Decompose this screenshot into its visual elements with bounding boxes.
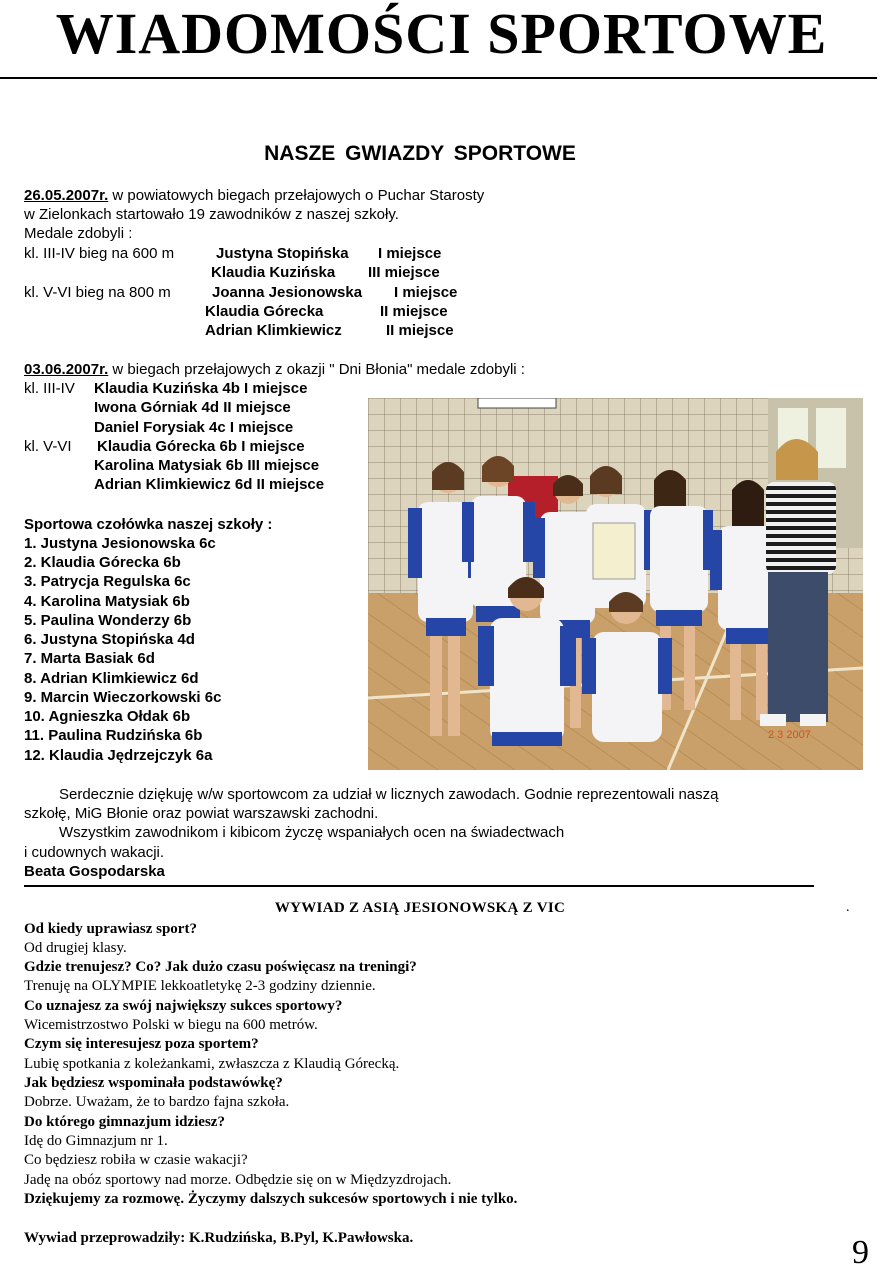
ranking-item: 9. Marcin Wieczorkowski 6c <box>24 689 222 706</box>
event1-result-name: Klaudia Górecka <box>205 303 324 320</box>
ranking-item: 5. Paulina Wonderzy 6b <box>24 612 192 629</box>
event1-line1 <box>24 186 484 205</box>
event1-result-place: III miejsce <box>368 264 440 281</box>
thanks-line: Wszystkim zawodnikom i kibicom życzę wspaniałych ocen na świadectwach <box>59 824 565 841</box>
event1-result-name: Justyna Stopińska <box>216 245 349 262</box>
interview-credits: Wywiad przeprowadziły: K.Rudzińska, B.Pyl, K.Pawłowska. <box>24 1230 414 1246</box>
interview-answer: Trenuję na OLYMPIE lekkoatletykę 2-3 godziny dziennie. <box>24 978 376 994</box>
event2-result: Karolina Matysiak 6b III miejsce <box>94 457 320 474</box>
ranking-title: Sportowa czołówka naszej szkoły : <box>24 516 273 533</box>
interview-answer: Lubię spotkania z koleżankami, zwłaszcza z Klaudią Górecką. <box>24 1056 400 1072</box>
event1-line2: w Zielonkach startowało 19 zawodników z naszej szkoły. <box>24 206 399 223</box>
interview-closing: Dziękujemy za rozmowę. Życzymy dalszych sukcesów sportowych i nie tylko. <box>24 1191 518 1207</box>
event2-group1-label: kl. III-IV <box>24 380 75 397</box>
interview-answer: Idę do Gimnazjum nr 1. <box>24 1133 168 1149</box>
event1-result-place: II miejsce <box>380 303 448 320</box>
ranking-item: 1. Justyna Jesionowska 6c <box>24 535 216 552</box>
interview-answer: Od drugiej klasy. <box>24 940 127 956</box>
event1-group2-label: kl. V-VI bieg na 800 m <box>24 284 171 301</box>
ranking-item: 4. Karolina Matysiak 6b <box>24 593 190 610</box>
event1-result-name: Joanna Jesionowska <box>212 284 363 301</box>
event1-result-place: I miejsce <box>378 245 442 262</box>
interview-question: Gdzie trenujesz? Co? Jak dużo czasu poświęcasz na treningi? <box>24 959 417 975</box>
thanks-line: szkołę, MiG Błonie oraz powiat warszawski zachodni. <box>24 805 379 822</box>
ranking-item: 10. Agnieszka Ołdak 6b <box>24 708 191 725</box>
event2-result: Iwona Górniak 4d II miejsce <box>94 399 291 416</box>
ranking-item: 8. Adrian Klimkiewicz 6d <box>24 670 199 687</box>
event1-date: 26.05.2007r. <box>24 187 109 204</box>
event2-result: Klaudia Górecka 6b I miejsce <box>97 438 305 455</box>
interview-question: Od kiedy uprawiasz sport? <box>24 921 197 937</box>
ranking-item: 3. Patrycja Regulska 6c <box>24 573 191 590</box>
interview-question: Co uznajesz za swój największy sukces sportowy? <box>24 998 343 1014</box>
interview-question: Co będziesz robiła w czasie wakacji? <box>24 1152 248 1168</box>
ranking-item: 2. Klaudia Górecka 6b <box>24 554 181 571</box>
thanks-signature: Beata Gospodarska <box>24 863 165 880</box>
event2-date: 03.06.2007r. <box>24 361 109 378</box>
section-divider <box>24 885 814 887</box>
interview-answer: Dobrze. Uważam, że to bardzo fajna szkoła. <box>24 1094 290 1110</box>
photo-date-stamp: 2 3 2007 <box>768 729 811 741</box>
thanks-line: i cudownych wakacji. <box>24 844 165 861</box>
event2-line1-text: w biegach przełajowych z okazji " Dni Błonia" medale zdobyli : <box>108 361 525 378</box>
event2-line1 <box>24 360 525 379</box>
ranking-item: 7. Marta Basiak 6d <box>24 650 155 667</box>
event2-group2-label: kl. V-VI <box>24 438 72 455</box>
masthead-title: WIADOMOŚCI SPORTOWE <box>55 1 828 66</box>
interview-answer: Wicemistrzostwo Polski w biegu na 600 metrów. <box>24 1017 318 1033</box>
team-photo <box>368 398 863 770</box>
ranking-item: 6. Justyna Stopińska 4d <box>24 631 195 648</box>
interview-title: WYWIAD Z ASIĄ JESIONOWSKĄ Z VIC <box>274 900 566 916</box>
event1-line3: Medale zdobyli : <box>24 225 133 242</box>
event1-result-place: II miejsce <box>386 322 454 339</box>
event2-result: Klaudia Kuzińska 4b I miejsce <box>94 380 308 397</box>
interview-question: Jak będziesz wspominała podstawówkę? <box>24 1075 283 1091</box>
masthead-rule <box>0 77 877 79</box>
interview-question: Do którego gimnazjum idziesz? <box>24 1114 225 1130</box>
event1-result-name: Adrian Klimkiewicz <box>205 322 342 339</box>
event1-result-place: I miejsce <box>394 284 458 301</box>
event1-result-name: Klaudia Kuzińska <box>211 264 336 281</box>
event1-line1-text: w powiatowych biegach przełajowych o Puchar Starosty <box>108 187 485 204</box>
event2-result: Daniel Forysiak 4c I miejsce <box>94 419 294 436</box>
stray-dot: . <box>846 900 850 915</box>
section-title: NASZE GWIAZDY SPORTOWE <box>264 142 576 165</box>
ranking-item: 12. Klaudia Jędrzejczyk 6a <box>24 747 213 764</box>
event2-result: Adrian Klimkiewicz 6d II miejsce <box>94 476 325 493</box>
interview-question: Czym się interesujesz poza sportem? <box>24 1036 259 1052</box>
event1-group1-label: kl. III-IV bieg na 600 m <box>24 245 175 262</box>
page-number: 9 <box>852 1234 869 1271</box>
interview-answer: Jadę na obóz sportowy nad morze. Odbędzie się on w Międzyzdrojach. <box>24 1172 452 1188</box>
ranking-item: 11. Paulina Rudzińska 6b <box>24 727 203 744</box>
thanks-line: Serdecznie dziękuję w/w sportowcom za udział w licznych zawodach. Godnie reprezentowali naszą <box>59 786 719 803</box>
